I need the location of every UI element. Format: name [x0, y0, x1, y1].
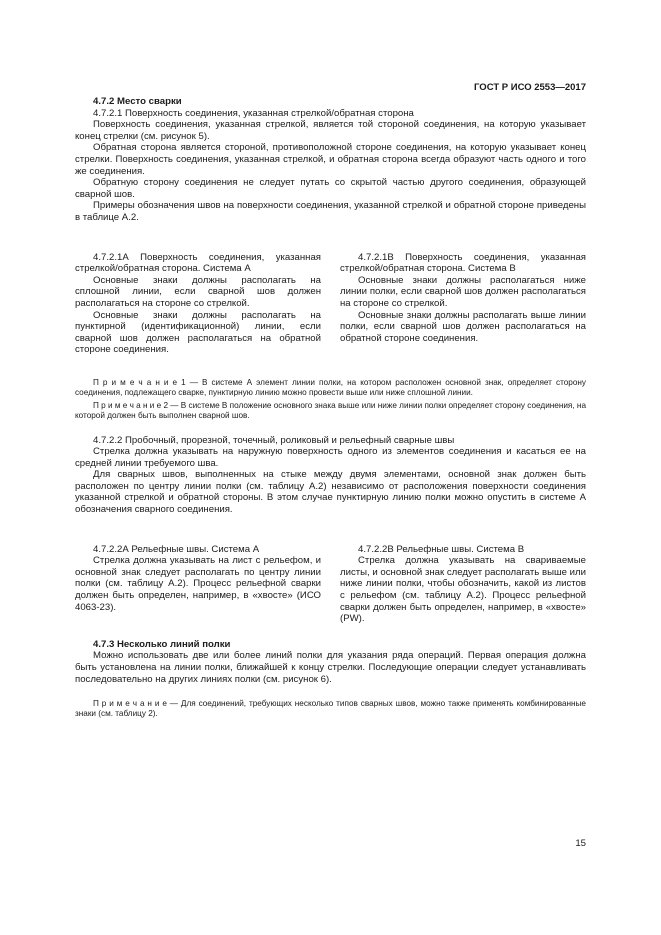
subheading-4-7-2-1: 4.7.2.1 Поверхность соединения, указанная стрелкой/обратная сторона [93, 107, 414, 119]
column-system-a-projection [75, 544, 321, 625]
note-1: П р и м е ч а н и е 1 — В системе А элемент линии полки, на котором расположен основной знак, определяет сторону соединения, подлежащего сварке, пунктирную линию можно провести выше или ниже сплошной линии. [75, 377, 586, 397]
paragraph: Основные знаки должны располагать на пунктирной (идентификационной) линии, если сварной шов должен располагаться на обратной стороне соединения. [75, 309, 321, 356]
paragraph: Обратная сторона является стороной, противоположной стороне соединения, на которую указывает конец стрелки. Поверхность соединения, указанная стрелкой, и обратная сторона всегда образуют часть одного и того же соединения. [75, 142, 586, 177]
paragraph: Стрелка должна указывать на наружную поверхность одного из элементов соединения и касаться ее на средней линии требуемого шва. [75, 446, 586, 469]
heading-4-7-2: 4.7.2 Место сварки [93, 96, 182, 107]
two-column-block-projection-welds [75, 544, 586, 625]
page-number: 15 [575, 838, 586, 849]
subheading-4-7-2-2a: 4.7.2.2А Рельефные швы. Система А [93, 543, 260, 555]
subheading-4-7-2-1a: 4.7.2.1А Поверхность соединения, указанная стрелкой/обратная сторона. Система А [75, 251, 321, 275]
paragraph: Можно использовать две или более линий полки для указания ряда операций. Первая операция должна быть установлена на линии полки, ближайшей к концу стрелки. Последующие операции следует устанавливать последовательно на других линиях полки (см. рисунок 6). [75, 650, 586, 685]
page-content [75, 82, 586, 719]
column-system-b [340, 252, 586, 356]
note-3: П р и м е ч а н и е — Для соединений, требующих несколько типов сварных швов, можно также применять комбинированные знаки (см. таблицу 2). [75, 699, 586, 719]
paragraph: Основные знаки должны располагать на сплошной линии, если сварной шов должен располагаться на стороне со стрелкой. [75, 274, 321, 309]
paragraph: Обратную сторону соединения не следует путать со скрытой частью другого соединения, образующей сварной шов. [75, 177, 586, 200]
subheading-4-7-2-1b: 4.7.2.1В Поверхность соединения, указанная стрелкой/обратная сторона. Система В [340, 251, 586, 275]
paragraph: Поверхность соединения, указанная стрелкой, является той стороной соединения, на которую указывает конец стрелки (см. рисунок 5). [75, 119, 586, 142]
subheading-4-7-2-2b: 4.7.2.2В Рельефные швы. Система В [358, 543, 525, 555]
note-2: П р и м е ч а н и е 2 — В системе В положение основного знака выше или ниже линии полки определяет сторону соединения, на которой должен быть выполнен сварной шов. [75, 400, 586, 420]
paragraph: Основные знаки должны располагаться ниже линии полки, если сварной шов должен располагаться на стороне со стрелкой. [340, 274, 586, 309]
paragraph: Стрелка должна указывать на лист с рельефом, и основной знак следует располагать по центру линии полки (см. таблицу А.2). Процесс рельефной сварки должен быть определен, например, в «хвосте» (ИСО 4063-23). [75, 555, 321, 613]
paragraph: Примеры обозначения швов на поверхности соединения, указанной стрелкой и обратной стороне приведены в таблице А.2. [75, 200, 586, 223]
paragraph: Стрелка должна указывать на свариваемые листы, и основной знак следует располагать выше или ниже линии полки, чтобы обозначить, какой из листов с рельефом (см. таблицу А.2). Процесс рельефной сварки должен быть определен, например, в «хвосте» (PW). [340, 555, 586, 625]
column-system-b-projection [340, 544, 586, 625]
subheading-4-7-2-2: 4.7.2.2 Пробочный, прорезной, точечный, роликовый и рельефный сварные швы [93, 434, 455, 446]
running-header [75, 82, 586, 93]
doc-code: ГОСТ Р ИСО 2553—2017 [474, 82, 586, 93]
paragraph: Для сварных швов, выполненных на стыке между двумя элементами, основной знак должен быть расположен по центру линии полки (см. таблицу А.2) независимо от расположения поверхности соединения указанной стрелкой и обратной стороны. В этом случае пунктирную линию полки можно опустить в системе А обозначения сварного соединения. [75, 469, 586, 516]
two-column-block-arrow-side [75, 252, 586, 356]
column-system-a [75, 252, 321, 356]
heading-4-7-3: 4.7.3 Несколько линий полки [93, 638, 231, 650]
paragraph: Основные знаки должны располагать выше линии полки, если сварной шов должен располагаться на обратной стороне соединения. [340, 309, 586, 344]
